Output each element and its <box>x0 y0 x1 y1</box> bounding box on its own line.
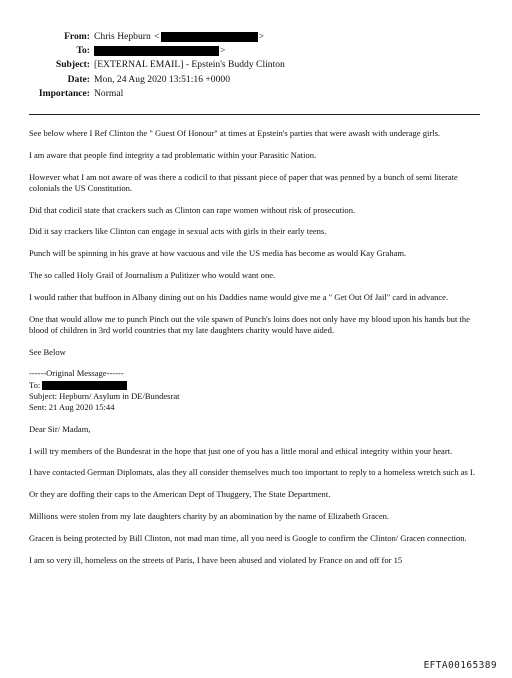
body-paragraph: Did that codicil state that crackers such as Clinton can rape women without risk of prosecution. <box>29 204 356 215</box>
from-row <box>20 30 320 44</box>
email-header <box>20 30 320 101</box>
to-row <box>20 44 320 58</box>
subject-label: Subject: <box>55 59 90 71</box>
original-to-label: To: <box>29 379 41 390</box>
body-paragraph: I would rather that buffoon in Albany dining out on his Daddies name would give me a " Get Out Of Jail" card in advance. <box>29 291 449 302</box>
body-paragraph: Or they are doffing their caps to the American Dept of Thuggery, The State Department. <box>29 489 331 500</box>
body-paragraph: I have contacted German Diplomats, alas they all consider themselves much too important to reply to a homeless wretch such as I. <box>29 467 475 478</box>
body-paragraph: I will try members of the Bundesrat in the hope that just one of you has a little moral and ethical integrity within your heart. <box>29 445 453 456</box>
body-paragraph: Dear Sir/ Madam, <box>29 423 91 434</box>
importance-value: Normal <box>94 87 124 99</box>
subject-value: [EXTERNAL EMAIL] - Epstein's Buddy Clinton <box>94 59 285 71</box>
importance-label: Importance: <box>38 87 90 99</box>
original-message-marker: ------Original Message------ <box>29 368 124 379</box>
original-sent: Sent: 21 Aug 2020 15:44 <box>29 401 115 412</box>
subject-row <box>20 58 320 72</box>
angle-close: > <box>220 45 226 57</box>
date-value: Mon, 24 Aug 2020 13:51:16 +0000 <box>94 73 230 85</box>
redaction-bar <box>161 32 258 42</box>
importance-row <box>20 87 320 101</box>
body-paragraph: However what I am not aware of was there a codicil to that pissant piece of paper that was penned by a bunch of semi literate colonials the US Constitution. <box>29 171 458 193</box>
angle-open: < <box>154 31 160 42</box>
to-label: To: <box>76 45 90 57</box>
body-paragraph: I am aware that people find integrity a tad problematic within your Parasitic Nation. <box>29 149 317 160</box>
redaction-bar <box>94 46 219 56</box>
body-paragraph: Millions were stolen from my late daughters charity by an abomination by the name of Elizabeth Gracen. <box>29 510 390 521</box>
body-paragraph: One that would allow me to punch Pinch out the vile spawn of Punch's loins does not only have my blood upon his hands but the blood of children in 3rd world countries that my late daughters charity would have aided. <box>29 313 470 335</box>
body-paragraph: The so called Holy Grail of Journalism a Pulitizer who would want one. <box>29 269 276 280</box>
header-divider <box>29 114 480 115</box>
body-paragraph: See Below <box>29 346 66 357</box>
original-to-row <box>29 380 489 391</box>
document-id: EFTA00165389 <box>423 660 497 671</box>
angle-close: > <box>258 31 265 42</box>
body-paragraph: See below where I Ref Clinton the " Guest Of Honour" at times at Epstein's parties that were awash with underage girls. <box>29 128 441 138</box>
body-paragraph: Punch will be spinning in his grave at how vacuous and vile the US media has become as would Kay Graham. <box>29 248 407 259</box>
body-paragraph: Gracen is being protected by Bill Clinton, not mad man time, all you need is Google to confirm the Clinton/ Gracen connection. <box>29 532 467 543</box>
original-subject: Subject: Hepburn/ Asylum in DE/Bundesrat <box>29 390 180 401</box>
email-body <box>29 128 489 576</box>
from-label: From: <box>64 31 90 42</box>
body-paragraph: Did it say crackers like Clinton can engage in sexual acts with girls in their early teens. <box>29 226 327 237</box>
original-message-header <box>29 368 489 413</box>
date-label: Date: <box>67 73 90 85</box>
redaction-bar <box>42 381 127 390</box>
date-row <box>20 73 320 87</box>
from-name: Chris Hepburn <box>94 31 151 42</box>
body-paragraph: I am so very ill, homeless on the streets of Paris, I have been abused and violated by France on and off for 15 <box>29 554 403 565</box>
